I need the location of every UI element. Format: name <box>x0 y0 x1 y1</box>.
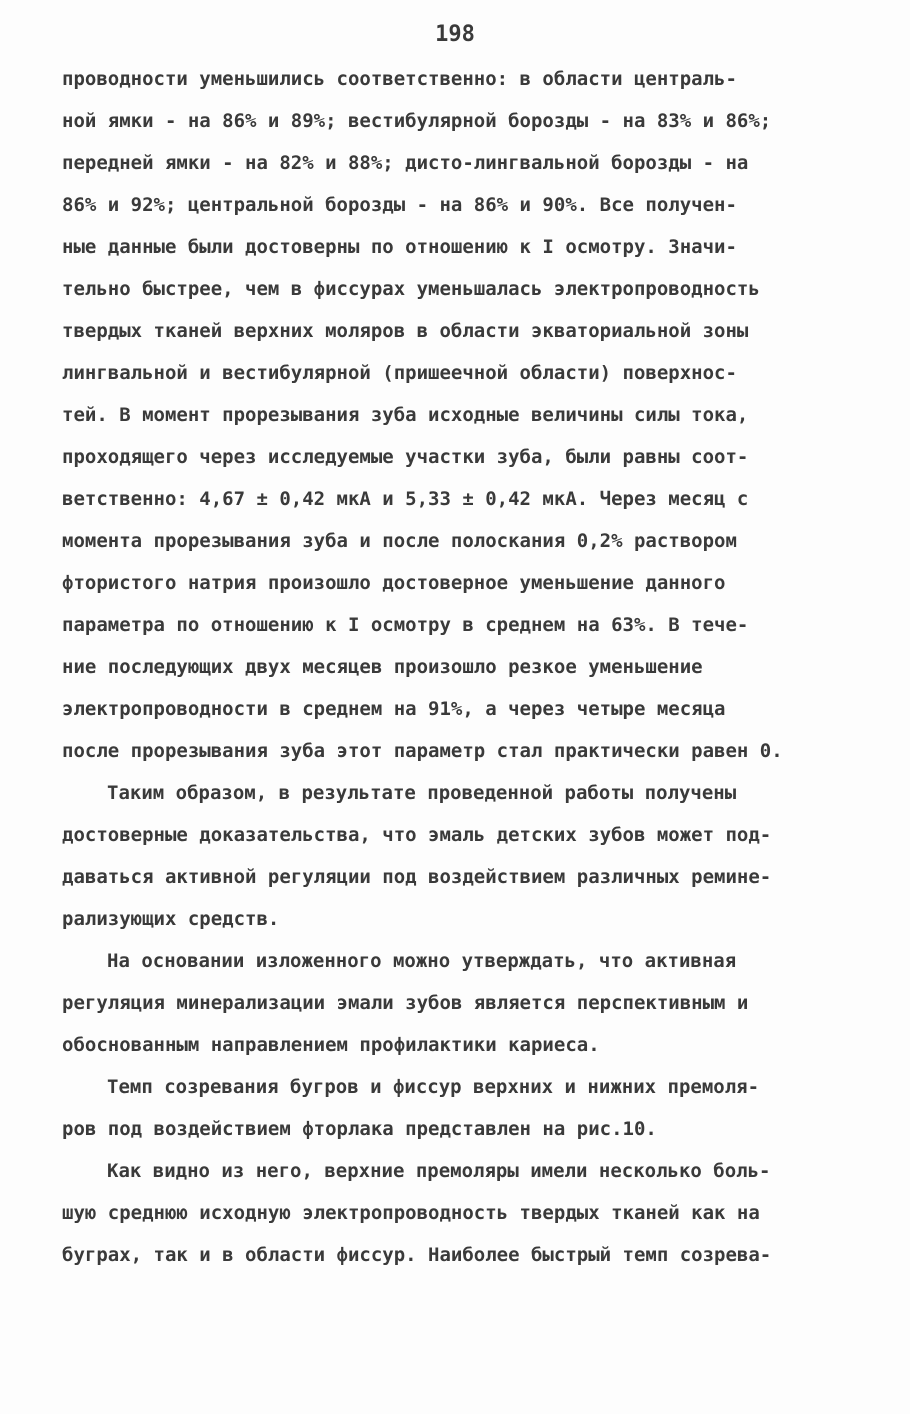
text-line: ные данные были достоверны по отношению к I осмотру. Значи- <box>62 236 737 258</box>
paragraph <box>62 1066 862 1150</box>
paragraph <box>62 940 862 1066</box>
page-number: 198 <box>435 22 475 47</box>
paragraph <box>62 58 862 772</box>
text-line: ветственно: 4,67 ± 0,42 мкА и 5,33 ± 0,42 мкА. Через месяц с <box>62 488 749 510</box>
text-line: Темп созревания бугров и фиссур верхних и нижних премоля- <box>107 1076 760 1098</box>
text-line: после прорезывания зуба этот параметр стал практически равен 0. <box>62 740 783 762</box>
text-line: проходящего через исследуемые участки зуба, были равны соот- <box>62 446 749 468</box>
text-line: 86% и 92%; центральной борозды - на 86% и 90%. Все получен- <box>62 194 737 216</box>
text-line: лингвальной и вестибулярной (пришеечной области) поверхнос- <box>62 362 737 384</box>
text-line: ной ямки - на 86% и 89%; вестибулярной борозды - на 83% и 86%; <box>62 110 772 132</box>
text-line: параметра по отношению к I осмотру в среднем на 63%. В тече- <box>62 614 749 636</box>
text-line: передней ямки - на 82% и 88%; дисто-лингвальной борозды - на <box>62 152 749 174</box>
text-line: момента прорезывания зуба и после полоскания 0,2% раствором <box>62 530 737 552</box>
paragraph <box>62 1150 862 1276</box>
text-line: ров под воздействием фторлака представлен на рис.10. <box>62 1118 657 1140</box>
text-line: фтористого натрия произошло достоверное уменьшение данного <box>62 572 726 594</box>
text-line: шую среднюю исходную электропроводность твердых тканей как на <box>62 1202 760 1224</box>
text-line: тельно быстрее, чем в фиссурах уменьшалась электропроводность <box>62 278 760 300</box>
text-line: проводности уменьшились соответственно: в области централь- <box>62 68 737 90</box>
text-line: Таким образом, в результате проведенной работы получены <box>107 782 737 804</box>
paragraph <box>62 772 862 940</box>
text-line: регуляция минерализации эмали зубов является перспективным и <box>62 992 749 1014</box>
text-line: рализующих средств. <box>62 908 280 930</box>
body-text <box>62 58 862 1276</box>
text-line: буграх, так и в области фиссур. Наиболее быстрый темп созрева- <box>62 1244 772 1266</box>
text-line: На основании изложенного можно утверждать, что активная <box>107 950 737 972</box>
text-line: Как видно из него, верхние премоляры имели несколько боль- <box>107 1160 771 1182</box>
text-line: твердых тканей верхних моляров в области экваториальной зоны <box>62 320 749 342</box>
text-line: даваться активной регуляции под воздействием различных ремине- <box>62 866 772 888</box>
text-line: тей. В момент прорезывания зуба исходные величины силы тока, <box>62 404 749 426</box>
text-line: электропроводности в среднем на 91%, а через четыре месяца <box>62 698 726 720</box>
text-line: обоснованным направлением профилактики кариеса. <box>62 1034 600 1056</box>
text-line: достоверные доказательства, что эмаль детских зубов может под- <box>62 824 772 846</box>
text-line: ние последующих двух месяцев произошло резкое уменьшение <box>62 656 703 678</box>
